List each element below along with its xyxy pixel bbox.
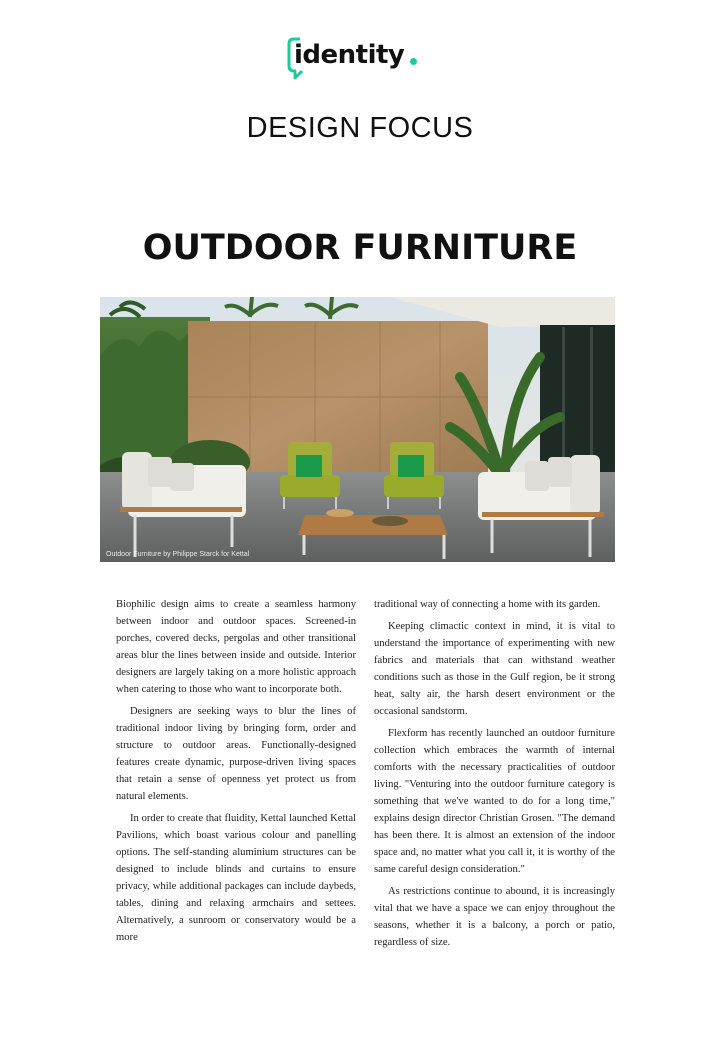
hero-photo — [100, 297, 615, 562]
paragraph: Biophilic design aims to create a seamless harmony between indoor and outdoor spaces. Screened-in porches, covered decks, pergolas and other transitional areas blur the lines between inside and outside. Interior designers are largely taking on a more holistic approach when catering to those who want to incorporate both. — [116, 599, 356, 695]
paragraph: In order to create that fluidity, Kettal launched Kettal Pavilions, which boast various colour and panelling options. The self-standing aluminium structures can be designed to include blinds and curtains to ensure privacy, while additional packages can include daybeds, tables, dining and relaxing armchairs and settees. Alternatively, a sunroom or conservatory would be a more — [116, 813, 356, 943]
brand-name: identity — [294, 40, 405, 70]
identity-logo — [286, 36, 426, 82]
article-left-column — [116, 596, 356, 951]
paragraph: Designers are seeking ways to blur the lines of traditional indoor living by bringing form, order and structure to outdoor areas. Functionally-designed features create dynamic, purpose-driven living spaces that retain a sense of openness yet protect us from natural elements. — [116, 706, 356, 802]
paragraph: Flexform has recently launched an outdoor furniture collection which embraces the warmth of internal comforts with the necessary practicalities of outdoor living. "Venturing into the outdoor furniture category is something that we've wanted to do for a long time," explains design director Christian Grosen. "The demand has been there. It is almost an extension of the indoor space and, no matter what you call it, it is worthy of the same careful design consideration." — [374, 728, 615, 875]
photo-caption: Outdoor Furniture by Philippe Starck for Kettal — [106, 551, 250, 558]
headline: OUTDOOR FURNITURE — [142, 228, 578, 268]
article-right-column — [374, 596, 615, 956]
paragraph: traditional way of connecting a home with its garden. — [374, 599, 601, 610]
paragraph: As restrictions continue to abound, it is increasingly vital that we have a space we can enjoy throughout the seasons, whether it is a balcony, a porch or patio, regardless of size. — [374, 886, 615, 948]
brand-dot — [410, 58, 417, 65]
section-label: DESIGN FOCUS — [246, 112, 474, 144]
paragraph: Keeping climactic context in mind, it is vital to understand the importance of experimenting with new fabrics and materials that can withstand weather conditions such as those in the Gulf region, be it strong heat, salty air, the harsh desert environment or the occasional sandstorm. — [374, 621, 615, 717]
